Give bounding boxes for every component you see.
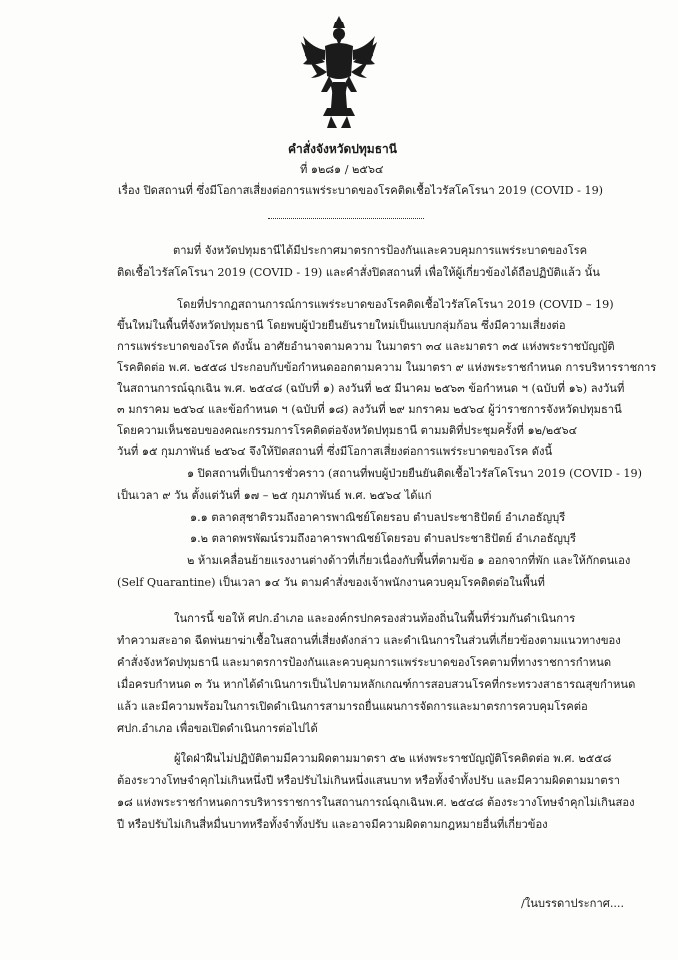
separator-line [268,218,424,219]
paragraph-line: โรคติดต่อ พ.ศ. ๒๕๕๘ ประกอบกับข้อกำหนดออกตามความ ในมาตรา ๙ แห่งพระราชกำหนด การบริหารราชการ [117,361,657,374]
list-item: ๑.๑ ตลาดสุชาติรวมถึงอาคารพาณิชย์โดยรอบ ตำบลประชาธิปัตย์ อำเภอธัญบุรี [190,511,566,524]
paragraph-line: ๓ มกราคม ๒๕๖๔ และข้อกำหนด ฯ (ฉบับที่ ๑๘) ลงวันที่ ๒๙ มกราคม ๒๕๖๔ ผู้ว่าราชการจังหวัดปทุมธานี [117,403,622,416]
paragraph-line: เมื่อครบกำหนด ๓ วัน หากได้ดำเนินการเป็นไปตามหลักเกณฑ์การสอบสวนโรคที่กระทรวงสาธารณสุขกำหนด [117,678,636,691]
subject-line: เรื่อง ปิดสถานที่ ซึ่งมีโอกาสเสี่ยงต่อการแพร่ระบาดของโรคติดเชื้อไวรัสโคโรนา 2019 (COVID - 19) [118,184,604,197]
paragraph-line: ผู้ใดฝ่าฝืนไม่ปฏิบัติตามมีความผิดตามมาตรา ๕๒ แห่งพระราชบัญญัติโรคติดต่อ พ.ศ. ๒๕๕๘ [174,752,612,765]
paragraph-line: โดยที่ปรากฏสถานการณ์การแพร่ระบาดของโรคติดเชื้อไวรัสโคโรนา 2019 (COVID – 19) [177,298,614,311]
paragraph-line: ตามที่ จังหวัดปทุมธานีได้มีประกาศมาตรการป้องกันและควบคุมการแพร่ระบาดของโรค [173,244,588,257]
list-item: (Self Quarantine) เป็นเวลา ๑๔ วัน ตามคำสั่งของเจ้าพนักงานควบคุมโรคติดต่อในพื้นที่ [117,576,545,589]
list-item: ๒ ห้ามเคลื่อนย้ายแรงงานต่างด้าวที่เกี่ยวเนื่องกับพื้นที่ตามข้อ ๑ ออกจากที่พัก และให้กักตนเอง [187,554,631,567]
paragraph-line: ๑๘ แห่งพระราชกำหนดการบริหารราชการในสถานการณ์ฉุกเฉินพ.ศ. ๒๕๔๘ ต้องระวางโทษจำคุกไม่เกินสอง [117,796,635,809]
order-title: คำสั่งจังหวัดปทุมธานี [288,142,397,156]
order-number: ที่ ๑๒๘๑ / ๒๕๖๔ [300,163,384,176]
paragraph-line: ต้องระวางโทษจำคุกไม่เกินหนึ่งปี หรือปรับไม่เกินหนึ่งแสนบาท หรือทั้งจำทั้งปรับ และมีความผิดตามมาตรา [117,774,620,787]
list-item: เป็นเวลา ๙ วัน ตั้งแต่วันที่ ๑๗ – ๒๕ กุมภาพันธ์ พ.ศ. ๒๕๖๔ ได้แก่ [117,489,432,502]
paragraph-line: ปี หรือปรับไม่เกินสี่หมื่นบาทหรือทั้งจำทั้งปรับ และอาจมีความผิดตามกฎหมายอื่นที่เกี่ยวข้อง [117,818,548,831]
paragraph-line: คำสั่งจังหวัดปทุมธานี และมาตรการป้องกันและควบคุมการแพร่ระบาดของโรคตามที่ทางราชการกำหนด [117,656,612,669]
paragraph-line: ทำความสะอาด ฉีดพ่นยาฆ่าเชื้อในสถานที่เสี่ยงดังกล่าว และดำเนินการในส่วนที่เกี่ยวข้องตามแนวทางของ [117,634,621,647]
paragraph-line: ในการนี้ ขอให้ ศปก.อำเภอ และองค์กรปกครองส่วนท้องถิ่นในพื้นที่ร่วมกันดำเนินการ [174,612,576,625]
paragraph-line: ศปก.อำเภอ เพื่อขอเปิดดำเนินการต่อไปได้ [117,722,318,735]
paragraph-line: ติดเชื้อไวรัสโคโรนา 2019 (COVID - 19) และคำสั่งปิดสถานที่ เพื่อให้ผู้เกี่ยวข้องได้ถือปฏิบัติแล้ว นั้น [117,266,600,279]
paragraph-line: วันที่ ๑๕ กุมภาพันธ์ ๒๕๖๔ จึงให้ปิดสถานที่ ซึ่งมีโอกาสเสี่ยงต่อการแพร่ระบาดของโรค ดังนี้ [117,445,553,458]
list-item: ๑.๒ ตลาดพรพัฒน์รวมถึงอาคารพาณิชย์โดยรอบ ตำบลประชาธิปัตย์ อำเภอธัญบุรี [190,532,577,545]
paragraph-line: การแพร่ระบาดของโรค ดังนั้น อาศัยอำนาจตามความ ในมาตรา ๓๔ และมาตรา ๓๕ แห่งพระราชบัญญัติ [117,340,615,353]
paragraph-line: ขึ้นใหม่ในพื้นที่จังหวัดปทุมธานี โดยพบผู้ป่วยยืนยันรายใหม่เป็นแบบกลุ่มก้อน ซึ่งมีความเสี่ยงต่อ [117,319,566,332]
paragraph-line: ในสถานการณ์ฉุกเฉิน พ.ศ. ๒๕๔๘ (ฉบับที่ ๑) ลงวันที่ ๒๕ มีนาคม ๒๕๖๓ ข้อกำหนด ฯ (ฉบับที่ ๑๖) ลงวันที่ [117,382,625,395]
list-item: ๑ ปิดสถานที่เป็นการชั่วคราว (สถานที่พบผู้ป่วยยืนยันติดเชื้อไวรัสโคโรนา 2019 (COVID - 19) [187,467,642,480]
continuation-footer: /ในบรรดาประกาศ.... [521,897,625,910]
garuda-emblem-icon [295,12,383,132]
paragraph-line: โดยความเห็นชอบของคณะกรรมการโรคติดต่อจังหวัดปทุมธานี ตามมติที่ประชุมครั้งที่ ๑๒/๒๕๖๔ [117,424,578,437]
paragraph-line: แล้ว และมีความพร้อมในการเปิดดำเนินการสามารถยื่นแผนการจัดการและมาตรการควบคุมโรคต่อ [117,700,588,713]
